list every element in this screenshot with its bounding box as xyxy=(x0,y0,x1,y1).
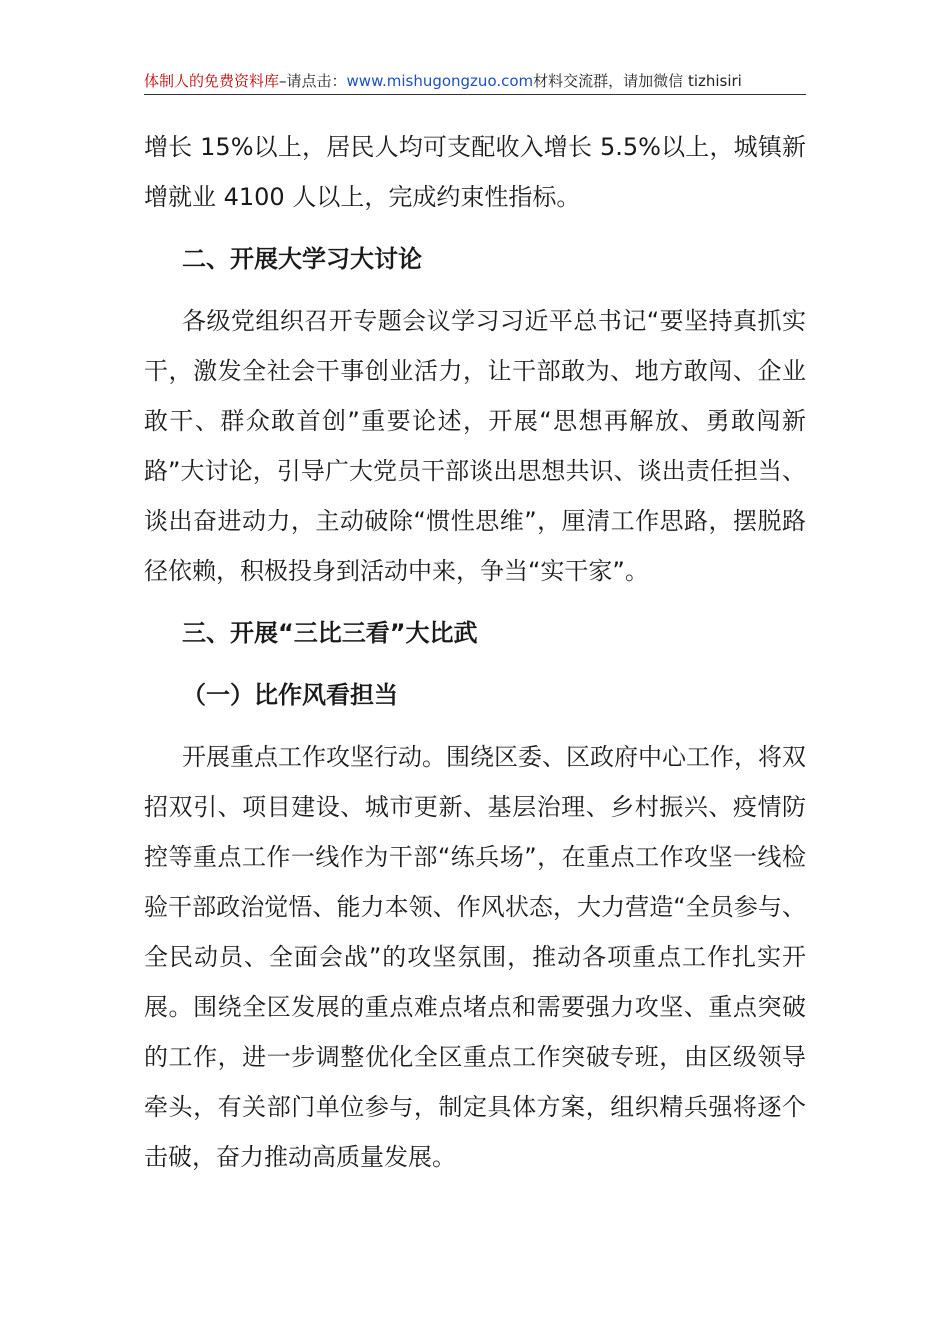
page-header xyxy=(144,70,806,95)
section-2-paragraph: 各级党组织召开专题会议学习习近平总书记“要坚持真抓实干，激发全社会干事创业活力，让干部敢为、地方敢闯、企业敢干、群众敢首创”重要论述，开展“思想再解放、勇敢闯新路”大讨论，引导广大党员干部谈出思想共识、谈出责任担当、谈出奋进动力，主动破除“惯性思维”，厘清工作思路，摆脱路径依赖，积极投身到活动中来，争当“实干家”。 xyxy=(144,307,806,585)
section-3-heading: 三、开展“三比三看”大比武 xyxy=(182,619,478,647)
header-contact: 材料交流群，请加微信 tizhisiri xyxy=(533,72,742,90)
subsection-1-paragraph: 开展重点工作攻坚行动。围绕区委、区政府中心工作，将双招双引、项目建设、城市更新、基层治理、乡村振兴、疫情防控等重点工作一线作为干部“练兵场”，在重点工作攻坚一线检验干部政治觉悟、能力本领、作风状态，大力营造“全员参与、全民动员、全面会战”的攻坚氛围，推动各项重点工作扎实开展。围绕全区发展的重点难点堵点和需要强力攻坚、重点突破的工作，进一步调整优化全区重点工作突破专班，由区级领导牵头，有关部门单位参与，制定具体方案，组织精兵强将逐个击破，奋力推动高质量发展。 xyxy=(144,743,806,1171)
document-body xyxy=(144,122,806,1194)
header-url-link[interactable]: www.mishugongzuo.com xyxy=(346,72,534,90)
subsection-1-heading: （一）比作风看担当 xyxy=(182,681,398,709)
intro-paragraph: 增长 15%以上，居民人均可支配收入增长 5.5%以上，城镇新增就业 4100 人以上，完成约束性指标。 xyxy=(144,133,806,211)
section-2-heading: 二、开展大学习大讨论 xyxy=(182,245,422,273)
header-site-name: 体制人的免费资料库 xyxy=(144,72,280,90)
header-prompt: –请点击： xyxy=(279,72,347,90)
